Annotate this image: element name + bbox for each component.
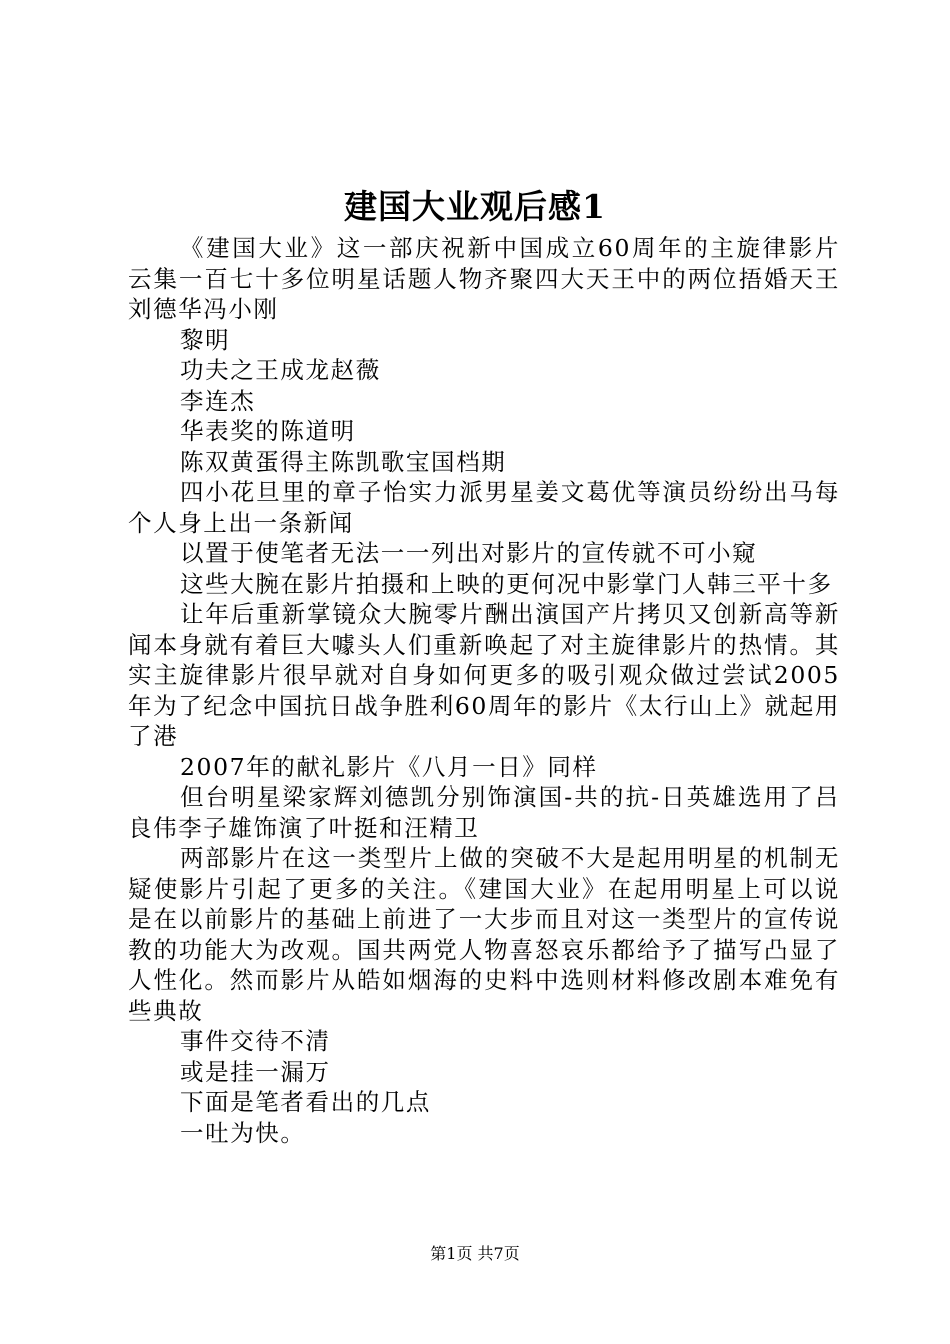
page-footer: 第1页 共7页 <box>430 1244 520 1263</box>
document-title: 建国大业观后感1 <box>344 187 606 226</box>
paragraph: 《建国大业》这一部庆祝新中国成立60周年的主旋律影片云集一百七十多位明星话题人物齐聚四大天王中的两位捂婚天王刘德华冯小刚 <box>128 234 840 323</box>
paragraph: 事件交待不清 <box>180 1027 331 1055</box>
paragraph: 李连杰 <box>180 386 256 415</box>
paragraph: 华表奖的陈道明 <box>180 417 356 445</box>
paragraph: 功夫之王成龙赵薇 <box>180 356 381 384</box>
paragraph: 两部影片在这一类型片上做的突破不大是起用明星的机制无疑使影片引起了更多的关注。《建国大业》在起用明星上可以说是在以前影片的基础上前进了一大步而且对这一类型片的宣传说教的功能大为改观。国共两党人物喜怒哀乐都给予了描写凸显了人性化。然而影片从皓如烟海的史料中选则材料修改剧本难免有些典故 <box>128 844 840 1025</box>
paragraph: 黎明 <box>180 325 231 354</box>
paragraph: 这些大腕在影片拍摄和上映的更何况中影掌门人韩三平十多 <box>180 569 833 598</box>
paragraph: 让年后重新掌镜众大腕零片酬出演国产片拷贝又创新高等新闻本身就有着巨大噱头人们重新唤起了对主旋律影片的热情。其实主旋律影片很早就对自身如何更多的吸引观众做过尝试2005年为了纪念中国抗日战争胜利60周年的影片《太行山上》就起用了港 <box>128 600 840 750</box>
paragraph: 四小花旦里的章子怡实力派男星姜文葛优等演员纷纷出马每个人身上出一条新闻 <box>128 478 840 537</box>
paragraph: 一吐为快。 <box>180 1118 306 1147</box>
paragraph: 陈双黄蛋得主陈凯歌宝国档期 <box>180 447 507 476</box>
paragraph: 或是挂一漏万 <box>180 1057 331 1086</box>
paragraph: 但台明星梁家辉刘德凯分别饰演国-共的抗-日英雄选用了吕良伟李子雄饰演了叶挺和汪精卫 <box>128 783 840 842</box>
paragraph: 下面是笔者看出的几点 <box>180 1088 431 1116</box>
paragraph: 以置于使笔者无法一一列出对影片的宣传就不可小窥 <box>180 539 758 567</box>
paragraph: 2007年的献礼影片《八月一日》同样 <box>180 752 598 781</box>
document-body <box>128 233 840 1148</box>
